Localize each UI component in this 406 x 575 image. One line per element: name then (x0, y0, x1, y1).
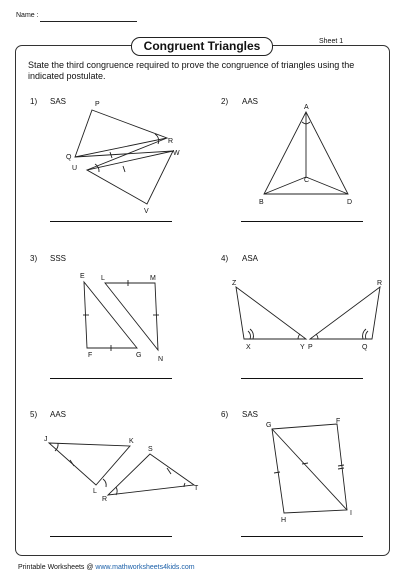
vertex-label: K (129, 438, 134, 445)
problem-3-figure (75, 270, 175, 365)
vertex-label: B (259, 199, 264, 206)
problem-5-number: 5) (30, 410, 38, 419)
vertex-label: G (266, 422, 272, 429)
vertex-label: A (304, 104, 309, 111)
instructions: State the third congruence required to prove the congruence of triangles using the indicated postulate. (28, 60, 355, 81)
vertex-label: C (304, 177, 310, 184)
vertex-label: L (101, 275, 105, 282)
vertex-label: N (158, 356, 164, 363)
vertex-label: Y (300, 344, 305, 351)
vertex-label: R (168, 138, 174, 145)
problem-3-answer-line[interactable] (50, 378, 172, 379)
problem-2-number: 2) (221, 97, 229, 106)
problem-1-number: 1) (30, 97, 38, 106)
problem-2-answer-line[interactable] (241, 221, 363, 222)
problem-2-figure (250, 100, 370, 210)
vertex-label: M (150, 275, 156, 282)
problem-5-answer-line[interactable] (50, 536, 172, 537)
vertex-label: I (350, 510, 352, 517)
problem-1-answer-line[interactable] (50, 221, 172, 222)
vertex-label: E (80, 273, 85, 280)
vertex-label: T (194, 485, 199, 492)
problem-4-number: 4) (221, 254, 229, 263)
name-label: Name : (16, 12, 39, 19)
vertex-label: S (148, 446, 153, 453)
worksheet-title: Congruent Triangles (131, 37, 273, 56)
problem-5-postulate: AAS (50, 410, 67, 419)
vertex-label: X (246, 344, 251, 351)
problem-3-postulate: SSS (50, 254, 67, 263)
vertex-label: J (44, 436, 48, 443)
problem-5-figure (40, 430, 205, 510)
vertex-label: R (377, 280, 383, 287)
vertex-label: G (136, 352, 142, 359)
vertex-label: P (308, 344, 313, 351)
problem-6-figure (262, 418, 372, 528)
vertex-label: Z (232, 280, 237, 287)
problem-4-postulate: ASA (242, 254, 259, 263)
vertex-label: P (95, 101, 100, 108)
vertex-label: D (347, 199, 353, 206)
problem-6-answer-line[interactable] (241, 536, 363, 537)
footer-site-link[interactable]: www.mathworksheets4kids.com (95, 564, 195, 571)
problem-4-figure (228, 275, 388, 360)
vertex-label: F (88, 352, 93, 359)
vertex-label: F (336, 418, 341, 425)
vertex-label: R (102, 496, 108, 503)
problem-6-postulate: SAS (242, 410, 259, 419)
problem-1-figure (55, 92, 195, 217)
vertex-label: V (144, 208, 149, 215)
problem-6-number: 6) (221, 410, 229, 419)
problem-4-answer-line[interactable] (241, 378, 363, 379)
vertex-label: Q (362, 344, 368, 351)
footer-prefix: Printable Worksheets @ (18, 564, 96, 571)
vertex-label: U (72, 165, 78, 172)
vertex-label: Q (66, 154, 72, 161)
vertex-label: H (281, 517, 287, 524)
vertex-label: L (93, 488, 97, 495)
problem-2-postulate: AAS (242, 97, 259, 106)
sheet-label: Sheet 1 (319, 38, 344, 45)
footer (18, 564, 195, 571)
problem-1-postulate: SAS (50, 97, 67, 106)
vertex-label: W (173, 150, 180, 157)
problem-3-number: 3) (30, 254, 38, 263)
name-line[interactable] (40, 21, 137, 22)
